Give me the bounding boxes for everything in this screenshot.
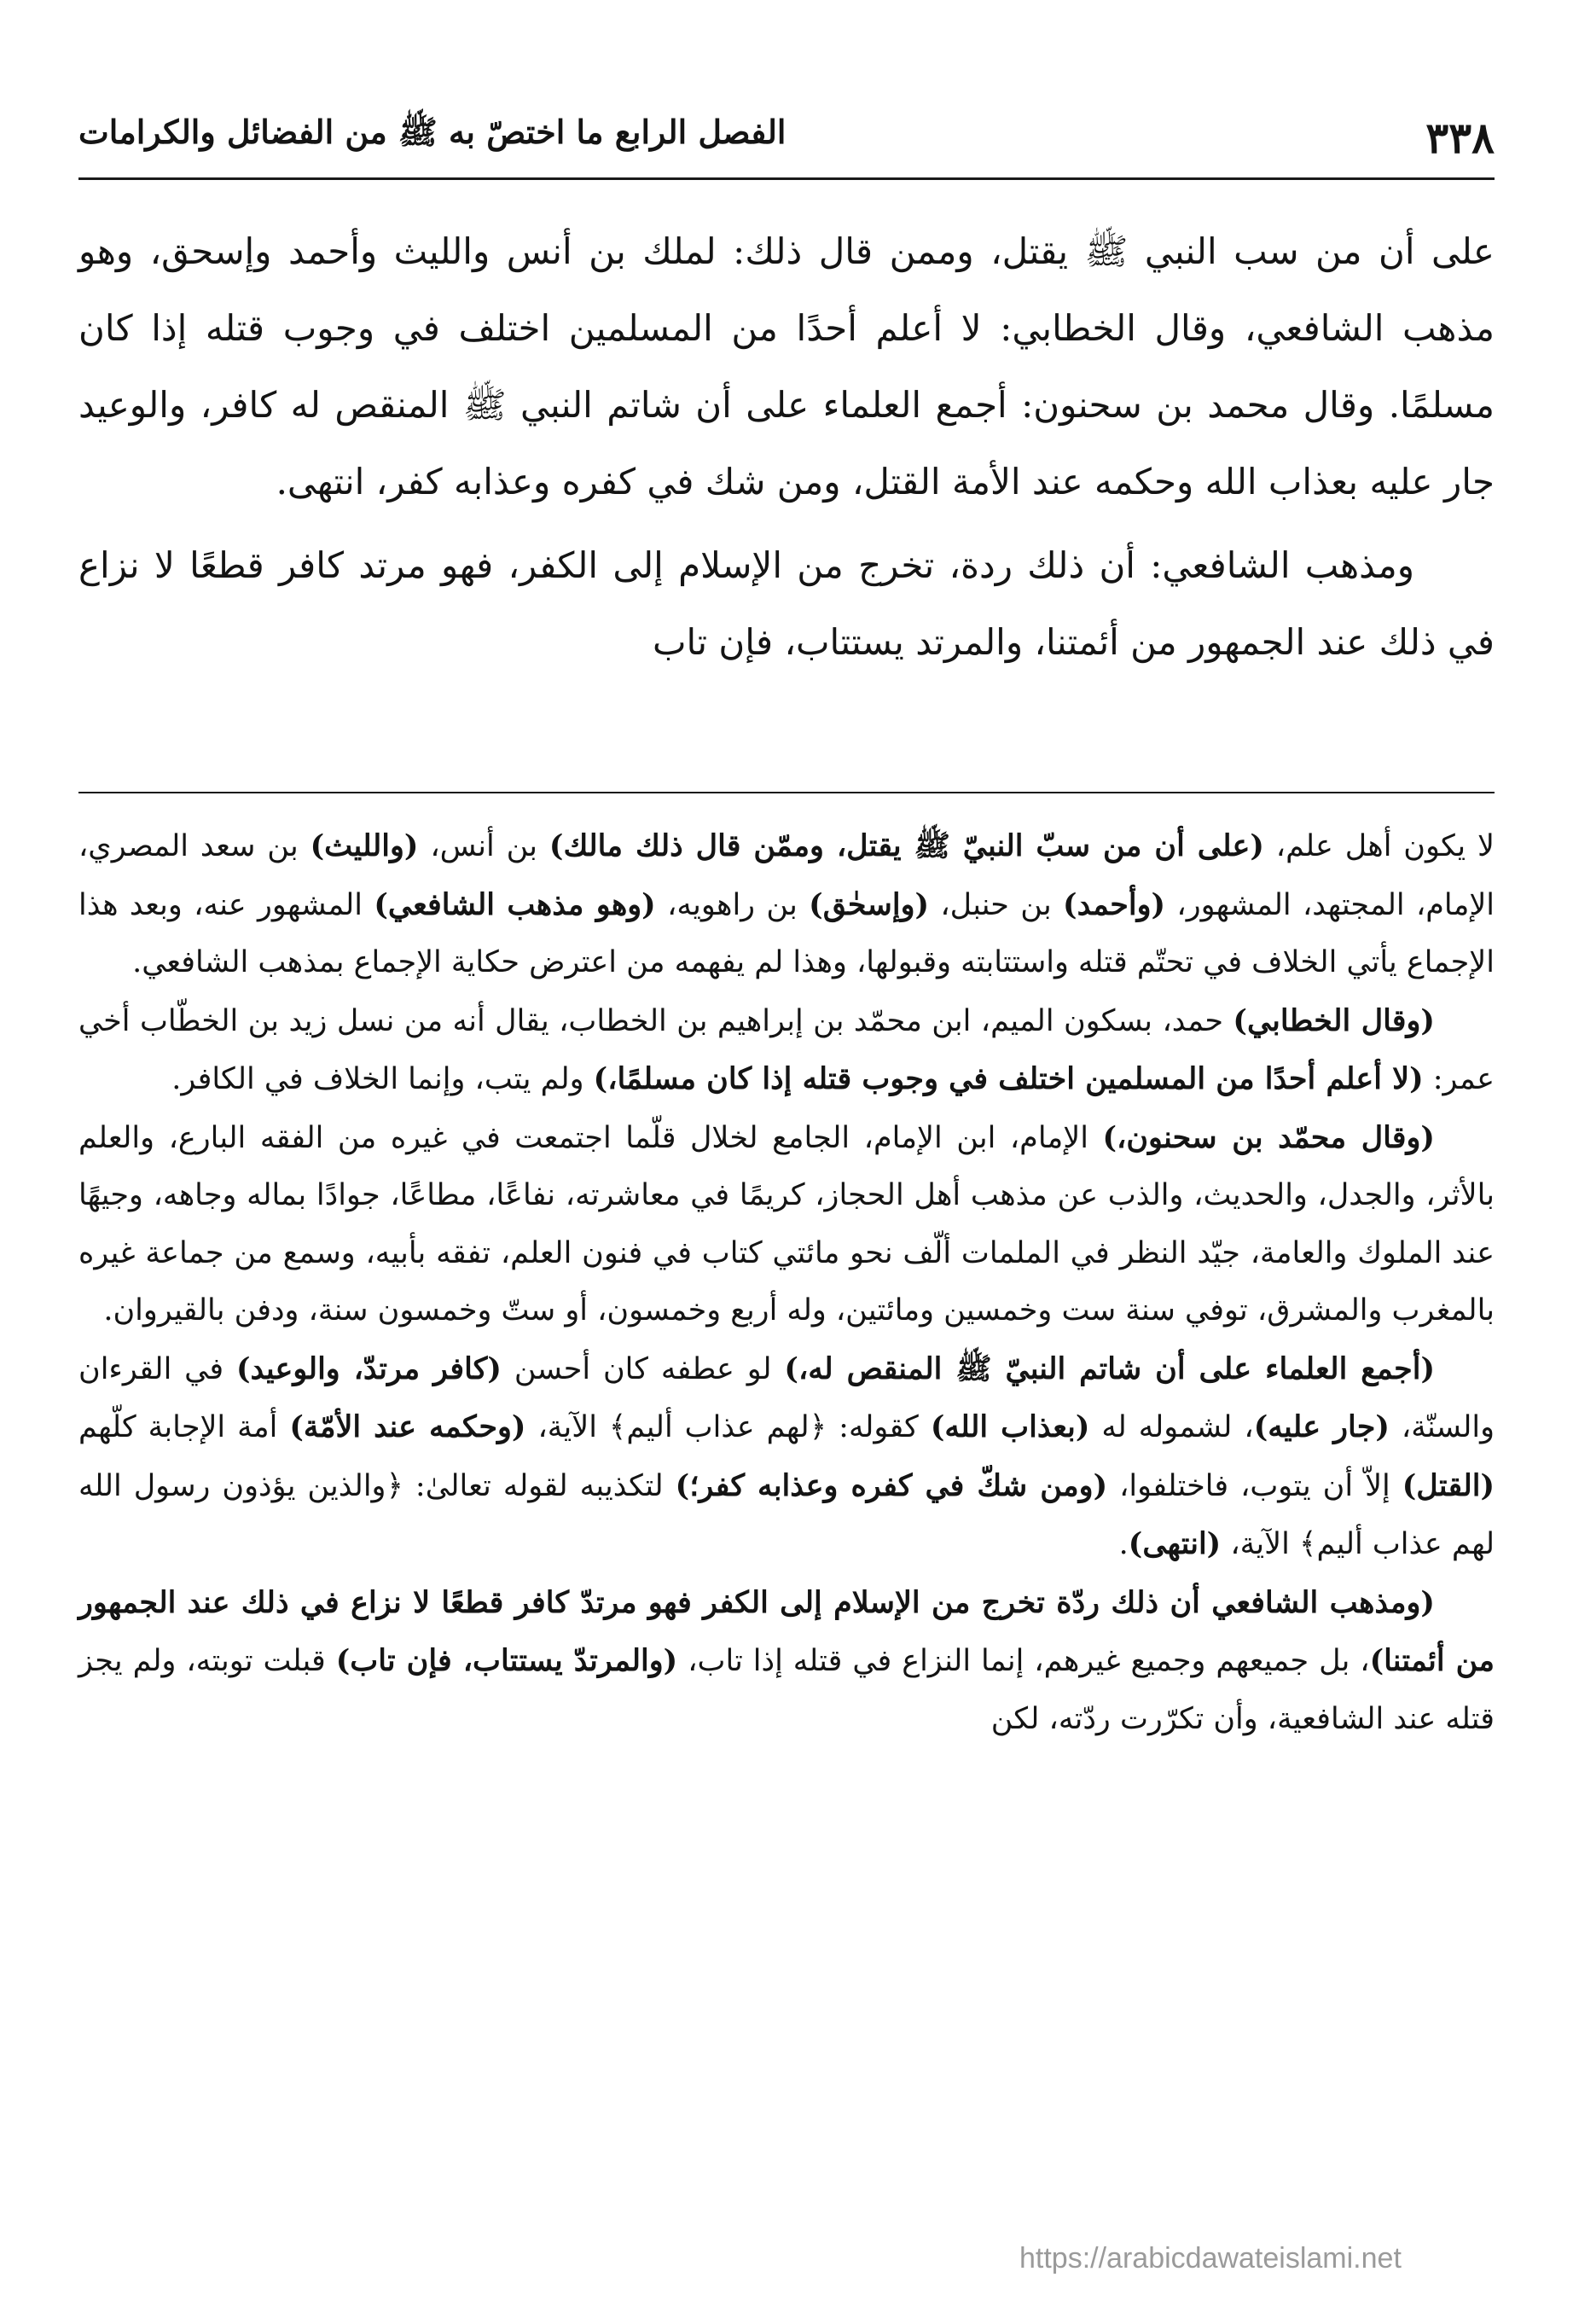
commentary-text: بن سعد المصري، الإمام، المجتهد، المشهور،	[78, 829, 1495, 922]
commentary-text: لتكذيبه لقوله تعالىٰ: ﴿والذين يؤذون رسول الله لهم عذاب أليم﴾ الآية،	[78, 1468, 1495, 1561]
quoted-matn: (وحكمه عند الأمّة)	[289, 1409, 526, 1444]
commentary-text: كقوله: ﴿لهم عذاب أليم﴾ الآية،	[525, 1410, 931, 1444]
quoted-matn: (على أن من سبّ النبيّ ﷺ يقتل، وممّن قال ذلك مالك)	[549, 828, 1264, 863]
commentary-text: ولم يتب، وإنما الخلاف في الكافر.	[171, 1062, 594, 1096]
quoted-matn: (وهو مذهب الشافعي)	[374, 886, 656, 922]
commentary-divider	[78, 792, 1495, 793]
quoted-matn: (ومن شكّ في كفره وعذابه كفر؛)	[675, 1467, 1108, 1503]
commentary-text: في القرءان والسنّة،	[78, 1351, 1495, 1444]
commentary-text: .	[1118, 1527, 1129, 1561]
page-number: ٣٣٨	[1425, 113, 1495, 163]
commentary-text: ، بل جميعهم وجميع غيرهم، إنما النزاع في قتله إذا تاب،	[677, 1644, 1370, 1678]
commentary-text: حمد، بسكون الميم، ابن محمّد بن إبراهيم بن الخطاب، يقال أنه من نسل زيد بن الخطّاب أخي عمر:	[78, 1003, 1495, 1096]
header-divider	[78, 177, 1495, 180]
quoted-matn: (ومذهب الشافعي أن ذلك ردّة تخرج من الإسلام إلى الكفر فهو مرتدّ كافر قطعًا لا نزاع في ذلك عند الجمهور من أئمتنا)	[78, 1584, 1495, 1678]
quoted-matn: (وقال الخطابي)	[1233, 1002, 1435, 1038]
quoted-matn: (جار عليه)	[1253, 1409, 1390, 1444]
commentary-text: بن أنس،	[418, 829, 549, 863]
commentary-text: الإمام، ابن الإمام، الجامع لخلال قلّما اجتمعت في غيره من الفقه البارع، والعلم بالأثر، والجدل، والحديث، والذب عن مذهب أهل الحجاز، كريمًا في معاشرته، نفاعًا، مطاعًا، جوادًا بماله وجاهه، وجيهًا عند الملوك والعامة، جيّد النظر في الملمات ألّف نحو مائتي كتاب في فنون العلم، تفقه بأبيه، وسمع من جماعة غيره بالمغرب والمشرق، توفي سنة ست وخمسين ومائتين، وله أربع وخمسون، أو ستّ وخمسون سنة، ودفن بالقيروان.	[78, 1120, 1495, 1328]
quoted-matn: (لا أعلم أحدًا من المسلمين اختلف في وجوب قتله إذا كان مسلمًا،)	[593, 1061, 1424, 1096]
commentary-text: قبلت توبته، ولم يجز قتله عند الشافعية، وأن تكرّرت ردّته، لكن	[78, 1644, 1495, 1736]
quoted-matn: (أجمع العلماء على أن شاتم النبيّ ﷺ المنقص له،)	[784, 1351, 1436, 1386]
commentary-text: لا يكون أهل علم،	[1263, 829, 1495, 863]
commentary-text: لو عطفه كان أحسن	[501, 1351, 785, 1386]
main-paragraph: على أن من سب النبي ﷺ يقتل، وممن قال ذلك: لملك بن أنس والليث وأحمد وإسحق، وهو مذهب الشافعي، وقال الخطابي: لا أعلم أحدًا من المسلمين اختلف في وجوب قتله إذا كان مسلمًا. وقال محمد بن سحنون: أجمع العلماء على أن شاتم النبي ﷺ المنقص له كافر، والوعيد جار عليه بعذاب الله وحكمه عند الأمة القتل، ومن شك في كفره وعذابه كفر، انتهى.	[78, 230, 1495, 503]
quoted-matn: (والليث)	[310, 828, 419, 863]
commentary-text: ، لشموله له	[1089, 1410, 1254, 1444]
quoted-matn: (القتل)	[1402, 1467, 1495, 1503]
commentary-paragraph	[78, 992, 1495, 1109]
commentary-paragraph	[78, 1340, 1495, 1574]
commentary-paragraph	[78, 1574, 1495, 1749]
main-text-block	[78, 213, 1495, 681]
chapter-running-title: الفصل الرابع ما اختصّ به ﷺ من الفضائل والكرامات	[78, 113, 786, 151]
commentary-block	[78, 817, 1495, 1748]
quoted-matn: (انتهى)	[1128, 1526, 1222, 1561]
quoted-matn: (وأحمد)	[1063, 886, 1166, 922]
commentary-paragraph	[78, 1109, 1495, 1340]
commentary-text: إلاّ أن يتوب، فاختلفوا،	[1107, 1468, 1402, 1503]
quoted-matn: (وقال محمّد بن سحنون،)	[1102, 1119, 1435, 1155]
page-header	[78, 101, 1495, 179]
commentary-text: المشهور عنه، وبعد هذا الإجماع يأتي الخلاف في تحتّم قتله واستتابته وقبولها، وهذا لم يفهمه من اعترض حكاية الإجماع بمذهب الشافعي.	[78, 887, 1495, 979]
commentary-paragraph	[78, 817, 1495, 992]
source-watermark: https://arabicdawateislami.net	[1019, 2242, 1402, 2275]
main-paragraph: ومذهب الشافعي: أن ذلك ردة، تخرج من الإسلام إلى الكفر، فهو مرتد كافر قطعًا لا نزاع في ذلك عند الجمهور من أئمتنا، والمرتد يستتاب، فإن تاب	[78, 544, 1495, 663]
commentary-text: بن حنبل،	[929, 887, 1064, 922]
commentary-text: أمة الإجابة كلّهم	[78, 1410, 290, 1444]
quoted-matn: (بعذاب الله)	[930, 1409, 1090, 1444]
commentary-text: بن راهويه،	[655, 887, 810, 922]
quoted-matn: (والمرتدّ يستتاب، فإن تاب)	[335, 1643, 678, 1678]
quoted-matn: (كافر مرتدّ، والوعيد)	[235, 1351, 502, 1386]
quoted-matn: (وإسحٰق)	[809, 886, 930, 922]
